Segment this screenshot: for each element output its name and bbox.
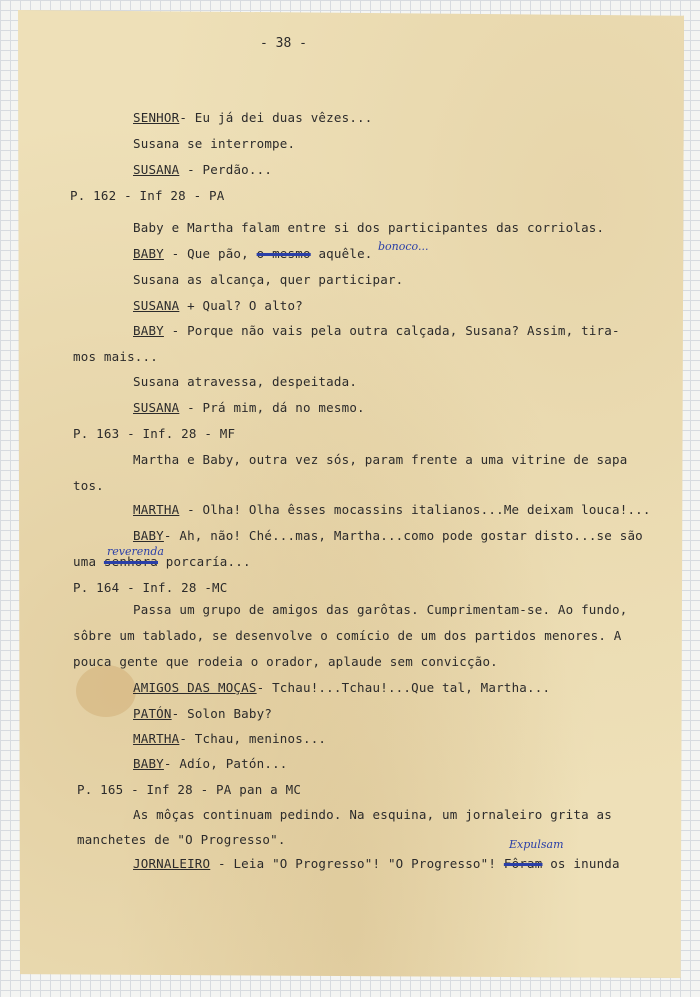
speaker: PATÓN [133, 706, 172, 721]
stage-direction: Susana as alcança, quer participar. [133, 272, 404, 287]
speaker: BABY [133, 528, 164, 543]
dialogue-line [133, 323, 620, 338]
struck-text: Fôram [503, 856, 543, 871]
speaker: AMIGOS DAS MOÇAS [133, 680, 257, 695]
dialogue: porcaría... [158, 554, 251, 569]
dialogue: - Adío, Patón... [163, 756, 288, 771]
dialogue-line [133, 298, 303, 313]
stage-direction-continuation: manchetes de "O Progresso". [77, 832, 286, 847]
stage-direction: Martha e Baby, outra vez sós, param frente a uma vitrine de sapa [133, 452, 628, 467]
stage-direction-continuation: pouca gente que rodeia o orador, aplaude sem convicção. [73, 654, 498, 669]
dialogue: + Qual? O alto? [179, 298, 303, 313]
dialogue-continuation [73, 554, 251, 569]
dialogue: uma [73, 554, 104, 569]
speaker: MARTHA [133, 502, 180, 517]
struck-text: senhora [103, 554, 158, 569]
dialogue: - Olha! Olha êsses mocassins italianos...Me deixam louca!... [179, 502, 651, 517]
shot-heading: P. 162 - Inf 28 - PA [70, 188, 225, 203]
stage-direction-continuation: sôbre um tablado, se desenvolve o comício de um dos partidos menores. A [73, 628, 622, 643]
dialogue-line [133, 856, 620, 871]
dialogue: - Que pão, [163, 246, 257, 261]
stage-direction: As môças continuam pedindo. Na esquina, um jornaleiro grita as [133, 807, 612, 822]
speaker: SUSANA [133, 298, 180, 313]
dialogue-line [133, 502, 651, 517]
dialogue: os inunda [542, 856, 620, 871]
stain [76, 665, 136, 717]
dialogue-line [133, 246, 373, 261]
shot-heading: P. 163 - Inf. 28 - MF [73, 426, 236, 441]
speaker: MARTHA [133, 731, 180, 746]
stage-direction: Passa um grupo de amigos das garôtas. Cumprimentam-se. Ao fundo, [133, 602, 628, 617]
dialogue-line [133, 400, 365, 415]
speaker: SUSANA [133, 162, 180, 177]
dialogue-line [133, 706, 272, 721]
dialogue-line [133, 680, 550, 695]
stage-direction-continuation: tos. [73, 478, 104, 493]
handwritten-note: Expulsam [509, 838, 564, 851]
shot-heading: P. 164 - Inf. 28 -MC [73, 580, 228, 595]
dialogue: aquêle. [310, 246, 373, 261]
dialogue: - Eu já dei duas vêzes... [179, 110, 373, 125]
speaker: BABY [133, 323, 164, 338]
speaker: SUSANA [133, 400, 180, 415]
dialogue: - Prá mim, dá no mesmo. [179, 400, 365, 415]
dialogue: - Leia "O Progresso"! "O Progresso"! [210, 856, 504, 871]
page-number: - 38 - [260, 36, 307, 51]
speaker: SENHOR [133, 110, 180, 125]
stage-direction: Susana se interrompe. [133, 136, 296, 151]
dialogue-continuation: mos mais... [73, 349, 158, 364]
stage-direction: Susana atravessa, despeitada. [133, 374, 358, 389]
dialogue: - Ah, não! Ché...mas, Martha...como pode gostar disto...se são [163, 528, 643, 543]
dialogue: - Perdão... [179, 162, 273, 177]
dialogue-line [133, 162, 272, 177]
dialogue-line [133, 110, 373, 125]
dialogue: - Tchau!...Tchau!...Que tal, Martha... [256, 680, 551, 695]
shot-heading: P. 165 - Inf 28 - PA pan a MC [77, 782, 302, 797]
handwritten-note: bonoco... [378, 240, 429, 253]
speaker: JORNALEIRO [133, 856, 211, 871]
dialogue: - Solon Baby? [171, 706, 273, 721]
speaker: BABY [133, 756, 164, 771]
dialogue: - Tchau, meninos... [179, 731, 327, 746]
handwritten-note: reverenda [107, 545, 164, 558]
dialogue-line [133, 528, 643, 543]
struck-text: o mesmo [256, 246, 311, 261]
speaker: BABY [133, 246, 164, 261]
stage-direction: Baby e Martha falam entre si dos participantes das corriolas. [133, 220, 605, 235]
dialogue-line [133, 756, 288, 771]
dialogue-line [133, 731, 326, 746]
dialogue: - Porque não vais pela outra calçada, Susana? Assim, tira- [163, 323, 620, 338]
